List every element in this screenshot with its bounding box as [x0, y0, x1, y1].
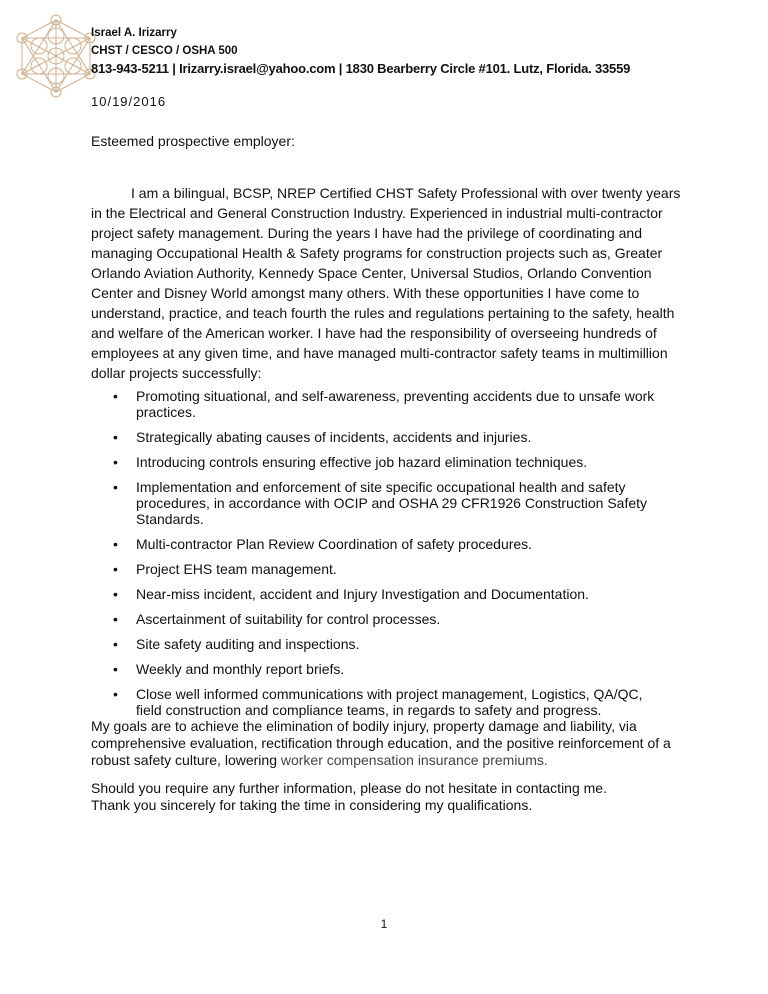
list-item — [91, 429, 671, 445]
sender-contact-line: 813-943-5211 | Irizarry.israel@yahoo.com | 1830 Bearberry Circle #101. Lutz, Florida. 33559 — [91, 61, 631, 76]
bullet-icon: • — [113, 479, 118, 495]
qualifications-list — [91, 388, 671, 727]
list-item-text: Project EHS team management. — [136, 561, 337, 577]
bullet-icon: • — [113, 454, 118, 470]
bullet-icon: • — [113, 661, 118, 677]
salutation: Esteemed prospective employer: — [91, 133, 295, 149]
sender-credentials: CHST / CESCO / OSHA 500 — [91, 45, 238, 57]
closing-line: Should you require any further information, please do not hesitate in contacting me. — [91, 780, 607, 796]
bullet-icon: • — [113, 429, 118, 445]
list-item — [91, 561, 671, 577]
list-item-text: Close well informed communications with project management, Logistics, QA/QC, field construction and compliance teams, in regards to safety and progress. — [136, 686, 643, 718]
list-item-text: Near-miss incident, accident and Injury Investigation and Documentation. — [136, 586, 589, 602]
bullet-icon: • — [113, 586, 118, 602]
closing-paragraph — [91, 780, 676, 814]
bullet-icon: • — [113, 611, 118, 627]
list-item — [91, 454, 671, 470]
list-item — [91, 661, 671, 677]
goals-text: My goals are to achieve the elimination of bodily injury, property damage and liability, via comprehensive evaluation, rectification through education, and the positive reinforcement of a robust safety culture, lowering — [91, 718, 671, 768]
page-number: 1 — [380, 917, 388, 931]
bullet-icon: • — [113, 388, 118, 404]
list-item-text: Implementation and enforcement of site specific occupational health and safety procedures, in accordance with OCIP and OSHA 29 CFR1926 Construction Safety Standards. — [136, 479, 648, 527]
letter-date: 10/19/2016 — [91, 94, 167, 109]
list-item — [91, 536, 671, 552]
bullet-icon: • — [113, 686, 118, 702]
list-item-text: Multi-contractor Plan Review Coordination of safety procedures. — [136, 536, 533, 552]
list-item-text: Introducing controls ensuring effective job hazard elimination techniques. — [136, 454, 588, 470]
bullet-icon: • — [113, 536, 118, 552]
list-item-text: Weekly and monthly report briefs. — [136, 661, 345, 677]
list-item-text: Promoting situational, and self-awareness, preventing accidents due to unsafe work practices. — [136, 388, 655, 420]
goals-text-tail: worker compensation insurance premiums. — [280, 752, 548, 768]
list-item-text: Ascertainment of suitability for control processes. — [136, 611, 441, 627]
intro-paragraph: I am a bilingual, BCSP, NREP Certified CHST Safety Professional with over twenty years in the Electrical and General Construction Industry. Experienced in industrial multi-contractor project safety management. During the years I have had the privilege of coordinating and managing Occupational Health & Safety programs for construction projects such as, Greater Orlando Aviation Authority, Kennedy Space Center, Universal Studios, Orlando Convention Center and Disney World amongst many others. With these opportunities I have come to understand, practice, and teach fourth the rules and regulations pertaining to the safety, health and welfare of the American worker. I have had the responsibility of overseeing hundreds of employees at any given time, and have managed multi-contractor safety teams in multimillion dollar projects successfully: — [91, 185, 681, 381]
sender-name: Israel A. Irizarry — [91, 27, 177, 39]
bullet-icon: • — [113, 561, 118, 577]
list-item-text: Strategically abating causes of incidents, accidents and injuries. — [136, 429, 532, 445]
list-item — [91, 611, 671, 627]
metatron-cube-icon — [14, 14, 98, 98]
list-item — [91, 388, 671, 420]
closing-line: Thank you sincerely for taking the time in considering my qualifications. — [91, 797, 533, 813]
list-item — [91, 636, 671, 652]
bullet-icon: • — [113, 636, 118, 652]
goals-paragraph — [91, 718, 676, 769]
list-item — [91, 479, 671, 527]
list-item — [91, 586, 671, 602]
list-item — [91, 686, 671, 718]
list-item-text: Site safety auditing and inspections. — [136, 636, 360, 652]
